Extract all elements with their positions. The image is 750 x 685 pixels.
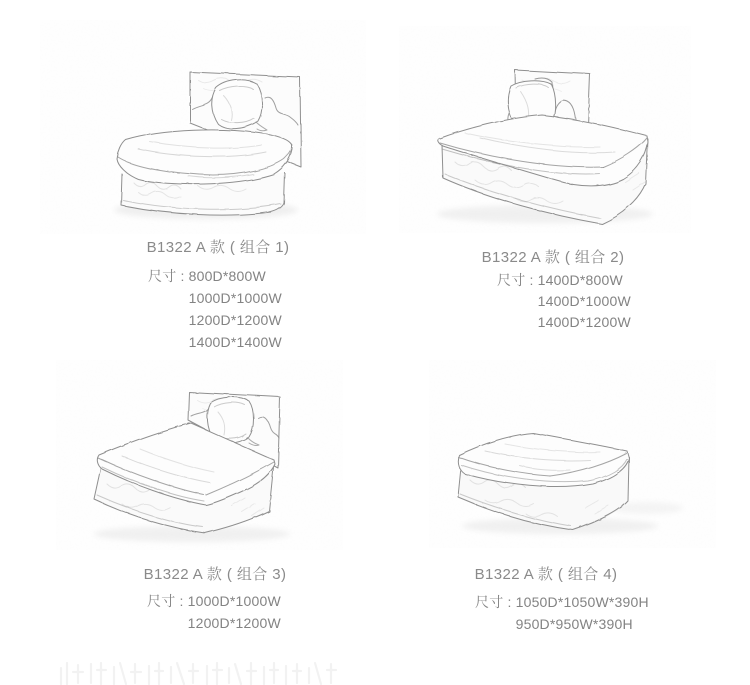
dimension-value: 1200D*1200W: [188, 312, 282, 328]
product-dimensions-combo-1: [148, 265, 282, 353]
faint-cutoff-text-marks: [57, 658, 345, 685]
product-image-combo-2: [395, 22, 695, 237]
product-title-combo-1: B1322 A 款 ( 组合 1): [146, 239, 290, 256]
product-image-combo-4: [425, 358, 720, 553]
dimension-value: 1400D*1000W: [537, 293, 631, 309]
product-image-combo-1: [38, 16, 368, 238]
product-dimensions-combo-4: [475, 591, 649, 635]
dimension-value: 1000D*1000W: [187, 593, 281, 609]
dimension-value: 1400D*1200W: [537, 314, 631, 330]
dimension-label: 尺寸 :: [148, 268, 185, 284]
faint-glyph-strokes: [57, 658, 345, 685]
product-title-combo-2: B1322 A 款 ( 组合 2): [481, 249, 625, 266]
dimension-value: 1050D*1050W*390H: [515, 594, 649, 610]
dimension-value: 1400D*800W: [537, 272, 623, 288]
dimension-label: 尺寸 :: [147, 593, 184, 609]
bed-sketch-combo-2: [395, 22, 695, 237]
product-image-combo-3: [52, 356, 347, 556]
dimension-value: 800D*800W: [188, 268, 266, 284]
dimension-label: 尺寸 :: [475, 594, 512, 610]
dimension-value: 950D*950W*390H: [515, 616, 633, 632]
dimension-value: 1000D*1000W: [188, 290, 282, 306]
product-dimensions-combo-2: [497, 270, 631, 333]
product-title-combo-3: B1322 A 款 ( 组合 3): [143, 566, 287, 583]
product-dimensions-combo-3: [147, 590, 281, 634]
product-title-combo-4: B1322 A 款 ( 组合 4): [474, 566, 618, 583]
bed-sketch-combo-3: [52, 356, 347, 556]
ottoman-sketch-combo-4: [425, 358, 720, 553]
dimension-label: 尺寸 :: [497, 272, 534, 288]
dimension-value: 1400D*1400W: [188, 334, 282, 350]
dimension-value: 1200D*1200W: [187, 615, 281, 631]
bed-sketch-combo-1: [38, 16, 368, 238]
